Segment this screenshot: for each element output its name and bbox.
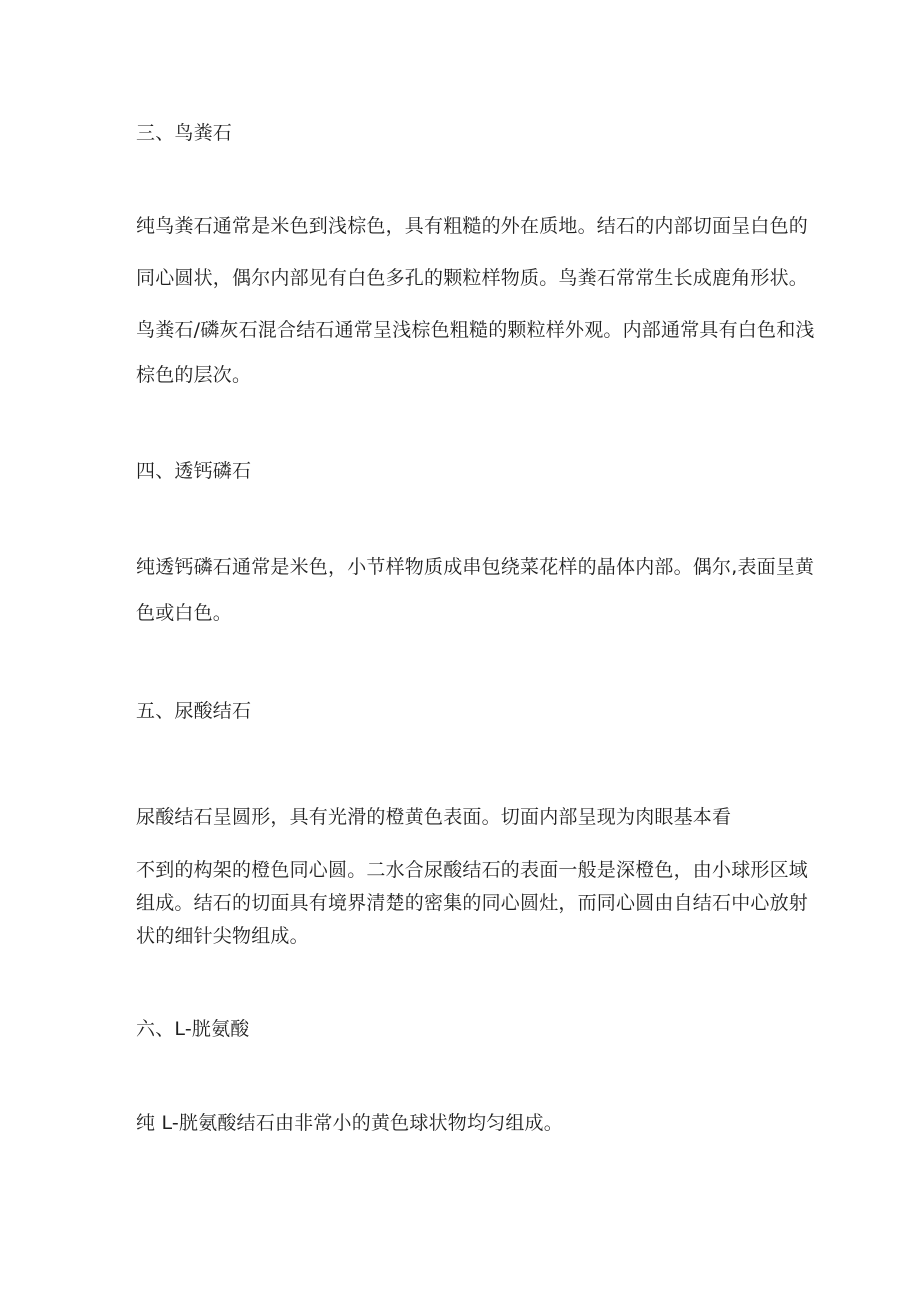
paragraph-line: 色或白色。: [136, 602, 233, 624]
paragraph-line: 状的细针尖物组成。: [136, 925, 309, 947]
paragraph-line: 不到的构架的橙色同心圆。二水合尿酸结石的表面一般是深橙色，由小球形区域: [136, 859, 809, 881]
section-heading-struvite: 三、鸟粪石: [136, 122, 233, 144]
paragraph-line: 组成。结石的切面具有境界清楚的密集的同心圆灶，而同心圆由自结石中心放射: [136, 892, 809, 914]
paragraph-line: 纯 L-胱氨酸结石由非常小的黄色球状物均匀组成。: [136, 1112, 563, 1134]
section-heading-brushite: 四、透钙磷石: [136, 460, 252, 482]
paragraph-line: 棕色的层次。: [136, 364, 252, 386]
section-heading-cystine: 六、L-胱氨酸: [136, 1018, 250, 1040]
section-heading-uric-acid: 五、尿酸结石: [136, 700, 252, 722]
paragraph-line: 纯透钙磷石通常是米色，小节样物质成串包绕菜花样的晶体内部。偶尔,表面呈黄: [136, 556, 815, 578]
paragraph-line: 同心圆状，偶尔内部见有白色多孔的颗粒样物质。鸟粪石常常生长成鹿角形状。: [136, 267, 809, 289]
paragraph-line: 尿酸结石呈圆形，具有光滑的橙黄色表面。切面内部呈现为肉眼基本看: [136, 806, 732, 828]
paragraph-line: 纯鸟粪石通常是米色到浅棕色，具有粗糙的外在质地。结石的内部切面呈白色的: [136, 215, 809, 237]
paragraph-line: 鸟粪石/磷灰石混合结石通常呈浅棕色粗糙的颗粒样外观。内部通常具有白色和浅: [136, 319, 815, 341]
